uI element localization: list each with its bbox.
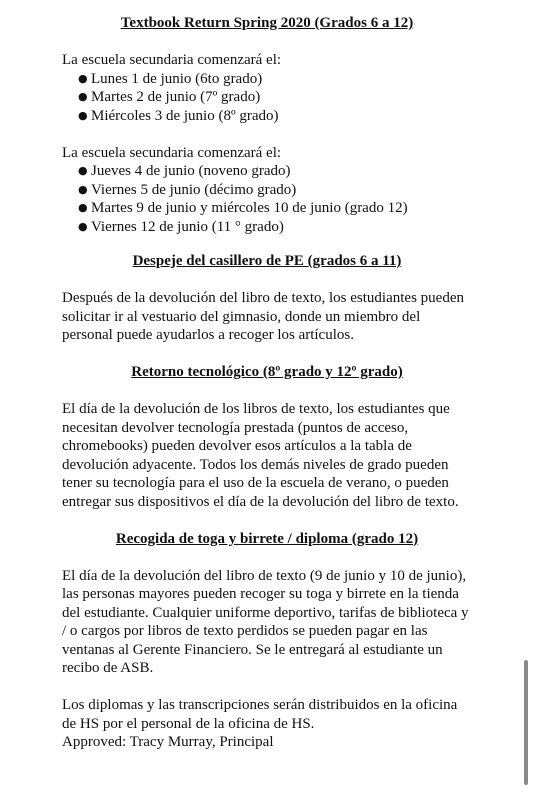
list-item: ● Lunes 1 de junio (6to grado) xyxy=(78,70,263,87)
bullet-icon: ● xyxy=(78,108,88,122)
diplomas-note: Los diplomas y las transcripciones serán distribuidos en la oficina de HS por el personal de la oficina de HS. xyxy=(62,697,458,732)
list-item: ● Martes 2 de junio (7º grado) xyxy=(78,89,261,105)
gown-diploma-heading: Recogida de toga y birrete / diploma (grado 12) xyxy=(115,530,419,547)
list-item: ● Martes 9 de junio y miércoles 10 de junio (grado 12) xyxy=(78,200,408,216)
tech-return-body: El día de la devolución de los libros de texto, los estudiantes que necesitan devolver tecnología prestada (puntos de acceso, chromebooks) pueden devolver esos artículos a la tabla de devolución adyacente. Todos los demás niveles de grado pueden tener su tecnología para el uso de la escuela de verano, o pueden entregar sus dispositivos el día de la devolución del libro de texto. xyxy=(62,401,459,510)
document-title: Textbook Return Spring 2020 (Grados 6 a 12) xyxy=(120,15,414,31)
pe-locker-heading: Despeje del casillero de PE (grados 6 a 11) xyxy=(132,253,402,269)
bullet-icon: ● xyxy=(78,71,88,85)
high-school-dates xyxy=(62,162,472,236)
bullet-icon: ● xyxy=(78,201,88,214)
bullet-icon: ● xyxy=(78,164,88,177)
bullet-icon: ● xyxy=(78,182,88,196)
middle-school-intro: La escuela secundaria comenzará el: xyxy=(62,52,282,68)
middle-school-dates xyxy=(62,70,472,126)
list-item: ● Viernes 12 de junio (11 ° grado) xyxy=(78,218,284,235)
list-item: ● Viernes 5 de junio (décimo grado) xyxy=(78,181,297,198)
tech-return-heading: Retorno tecnológico (8º grado y 12º grado) xyxy=(131,364,403,380)
document xyxy=(62,14,472,752)
bullet-icon: ● xyxy=(78,219,88,233)
high-school-intro: La escuela secundaria comenzará el: xyxy=(62,144,282,161)
bullet-icon: ● xyxy=(78,90,88,103)
gown-diploma-body: El día de la devolución del libro de texto (9 de junio y 10 de junio), las personas mayores pueden recoger su toga y birrete en la tienda del estudiante. Cualquier uniforme deportivo, tarifas de biblioteca y / o cargos por libros de texto perdidos se pueden pagar en las ventanas al Gerente Financiero. Se le entregará al estudiante un recibo de ASB. xyxy=(62,567,469,676)
scrollbar[interactable] xyxy=(524,660,528,785)
approval-line: Approved: Tracy Murray, Principal xyxy=(62,734,274,750)
pe-locker-body: Después de la devolución del libro de texto, los estudiantes pueden solicitar ir al vestuario del gimnasio, donde un miembro del personal puede ayudarlos a recoger los artículos. xyxy=(62,290,464,343)
list-item: ● Miércoles 3 de junio (8º grado) xyxy=(78,107,279,124)
list-item: ● Jueves 4 de junio (noveno grado) xyxy=(78,163,291,179)
